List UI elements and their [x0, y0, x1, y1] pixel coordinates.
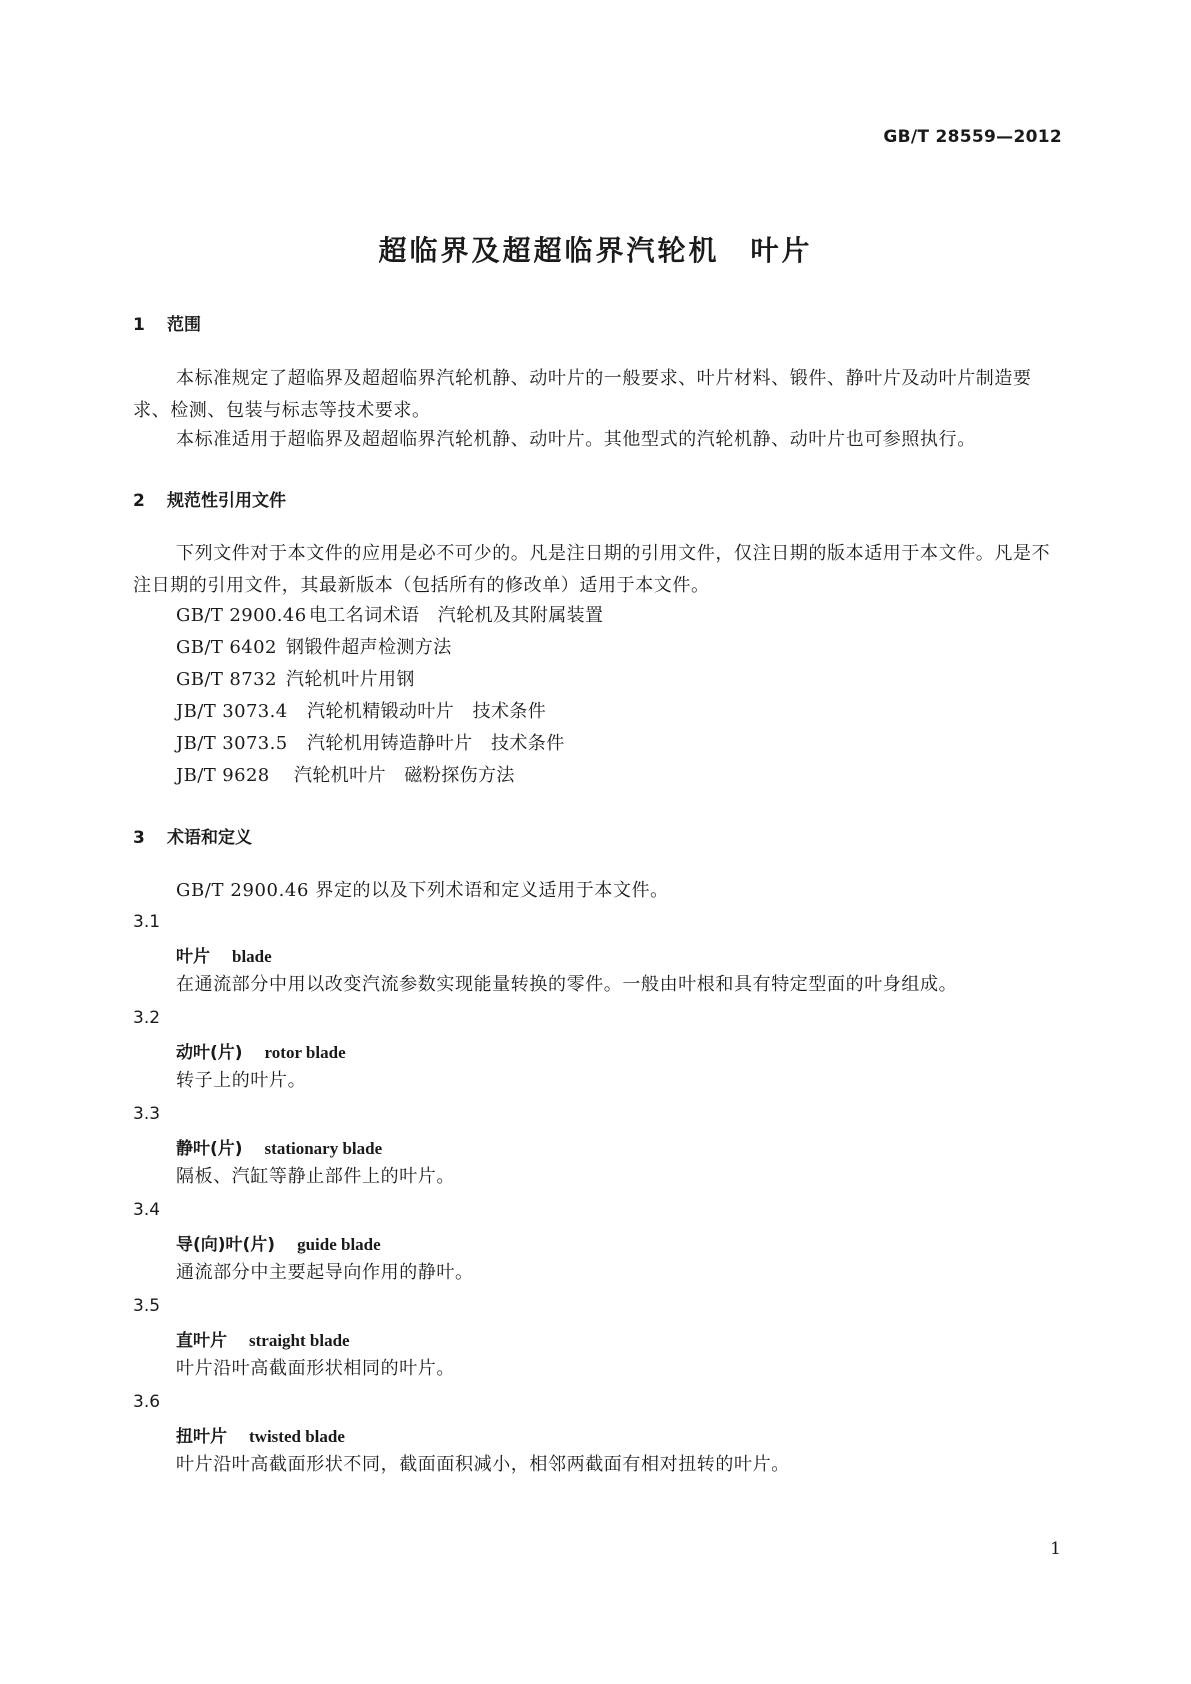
reference-code: GB/T 2900.46: [176, 605, 307, 626]
term-en: twisted blade: [249, 1427, 345, 1446]
term-definition: 隔板、汽缸等静止部件上的叶片。: [176, 1166, 455, 1187]
term-heading: [176, 942, 272, 967]
clause-number: 3.3: [133, 1104, 161, 1124]
term-zh: 扭叶片: [176, 1427, 227, 1447]
section-title: 规范性引用文件: [167, 491, 286, 511]
reference-code: JB/T 3073.4: [176, 701, 288, 722]
reference-item: [176, 665, 415, 691]
reference-title: 汽轮机用铸造静叶片 技术条件: [307, 733, 565, 754]
term-heading: [176, 1326, 350, 1351]
clause-number: 3.5: [133, 1296, 161, 1316]
term-heading: [176, 1230, 381, 1255]
section-number: 1: [133, 315, 145, 335]
term-en: rotor blade: [264, 1043, 346, 1062]
reference-item: [176, 633, 452, 659]
term-definition: 通流部分中主要起导向作用的静叶。: [176, 1262, 474, 1283]
reference-title: 汽轮机精锻动叶片 技术条件: [307, 701, 547, 722]
reference-code: GB/T 8732: [176, 669, 277, 690]
clause-number: 3.1: [133, 912, 161, 932]
section-title: 范围: [167, 315, 201, 335]
term-en: blade: [232, 947, 272, 966]
reference-item: [176, 601, 603, 627]
term-definition: 叶片沿叶高截面形状不同，截面面积减小，相邻两截面有相对扭转的叶片。: [176, 1454, 790, 1475]
reference-title: 汽轮机叶片用钢: [286, 669, 415, 690]
standard-number: GB/T 28559—2012: [883, 127, 1062, 147]
term-zh: 动叶(片): [176, 1043, 243, 1063]
term-definition: 在通流部分中用以改变汽流参数实现能量转换的零件。一般由叶根和具有特定型面的叶身组成。: [176, 974, 958, 995]
normative-refs-intro: 下列文件对于本文件的应用是必不可少的。凡是注日期的引用文件，仅注日期的版本适用于本文件。凡是不注日期的引用文件，其最新版本（包括所有的修改单）适用于本文件。: [133, 543, 1051, 596]
terms-intro: GB/T 2900.46 界定的以及下列术语和定义适用于本文件。: [176, 880, 669, 901]
reference-item: [176, 729, 565, 755]
reference-code: JB/T 9628: [176, 765, 270, 786]
reference-title: 汽轮机叶片 磁粉探伤方法: [294, 765, 515, 786]
section-title: 术语和定义: [167, 828, 252, 848]
term-zh: 直叶片: [176, 1331, 227, 1351]
term-definition: 叶片沿叶高截面形状相同的叶片。: [176, 1358, 455, 1379]
section-number: 3: [133, 828, 145, 848]
term-en: guide blade: [297, 1235, 381, 1254]
term-heading: [176, 1422, 345, 1447]
clause-number: 3.6: [133, 1392, 161, 1412]
page-number: 1: [1050, 1539, 1061, 1559]
section-number: 2: [133, 491, 145, 511]
term-en: stationary blade: [264, 1139, 383, 1158]
section-heading-terms: [133, 823, 252, 848]
reference-code: GB/T 6402: [176, 637, 277, 658]
reference-title: 电工名词术语 汽轮机及其附属装置: [309, 605, 604, 626]
reference-item: [176, 697, 546, 723]
reference-code: JB/T 3073.5: [176, 733, 288, 754]
clause-number: 3.2: [133, 1008, 161, 1028]
section-heading-normative-refs: [133, 486, 286, 511]
term-zh: 叶片: [176, 947, 210, 967]
term-zh: 静叶(片): [176, 1139, 243, 1159]
term-en: straight blade: [249, 1331, 350, 1350]
scope-paragraph-1: 本标准规定了超临界及超超临界汽轮机静、动叶片的一般要求、叶片材料、锻件、静叶片及动叶片制造要求、检测、包装与标志等技术要求。: [133, 368, 1032, 421]
document-title: 超临界及超超临界汽轮机 叶片: [378, 234, 813, 267]
clause-number: 3.4: [133, 1200, 161, 1220]
section-heading-scope: [133, 310, 201, 335]
term-heading: [176, 1038, 346, 1063]
scope-paragraph-2: 本标准适用于超临界及超超临界汽轮机静、动叶片。其他型式的汽轮机静、动叶片也可参照执行。: [176, 429, 976, 450]
term-definition: 转子上的叶片。: [176, 1070, 307, 1091]
reference-title: 钢锻件超声检测方法: [286, 637, 452, 658]
term-heading: [176, 1134, 382, 1159]
reference-item: [176, 761, 515, 787]
term-zh: 导(向)叶(片): [176, 1235, 276, 1255]
